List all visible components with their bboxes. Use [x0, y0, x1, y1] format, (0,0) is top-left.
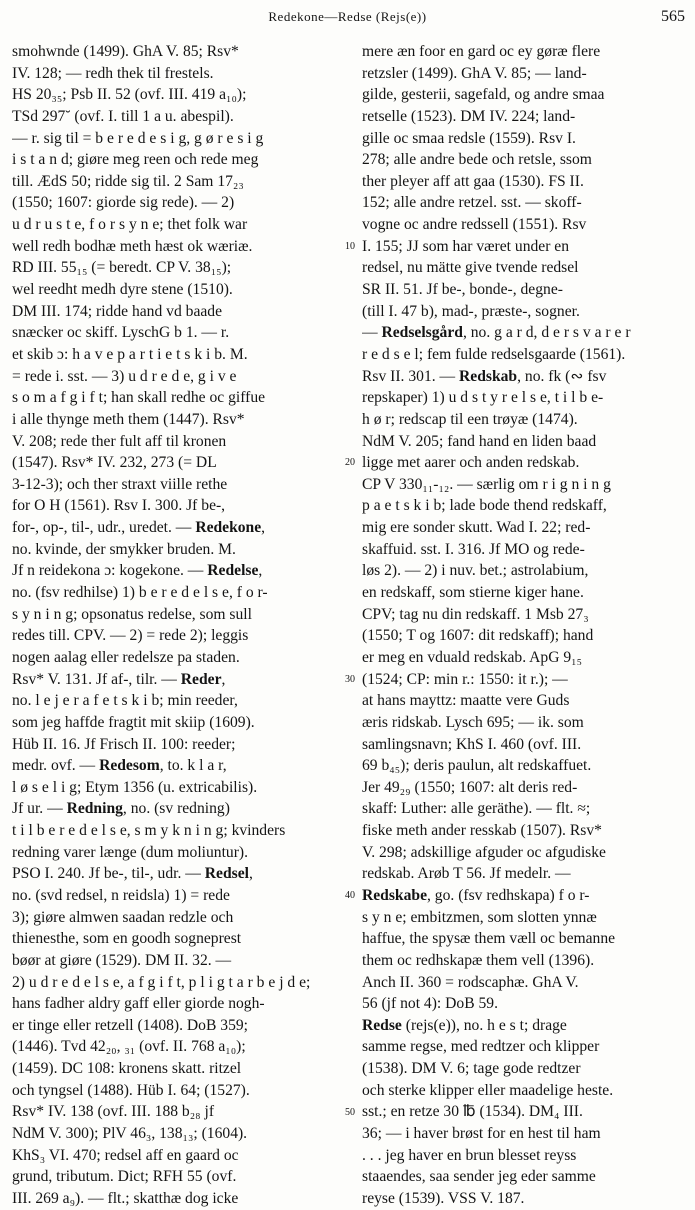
- text-line: samlingsnavn; KhS I. 460 (ovf. III.: [362, 735, 582, 753]
- running-title: Redekone—Redse (Rejs(e)): [268, 9, 427, 24]
- text-line: RD III. 55₁₅ (= beredt. CP V. 38₁₅);: [12, 259, 232, 277]
- text-line: no. (fsv redhilse) 1) b e r e d e l s e, f o r-: [12, 584, 268, 602]
- headword: Redelse: [207, 562, 259, 580]
- text-line: skaffuid. sst. I. 316. Jf MO og rede-: [362, 540, 585, 558]
- page-number: 565: [661, 8, 685, 25]
- text-line: . . . jeg haver en brun blesset reyss: [362, 1146, 577, 1164]
- text-line: løs 2). — 2) i nuv. bet.; astrolabium,: [362, 562, 589, 580]
- text-line: TSd 297˘ (ovf. I. till 1 a u. abespil).: [12, 107, 234, 125]
- text-line: them oc redhskapæ them vell (1396).: [362, 951, 595, 969]
- text-line: (1446). Tvd 42₂₀, ₃₁ (ovf. II. 768 a₁₀);: [12, 1038, 246, 1056]
- text-line: samme regse, med redtzer och klipper: [362, 1038, 600, 1056]
- text-line: repskaper) 1) u d s t y r e l s e, t i l b e-: [362, 389, 604, 407]
- text-line: Hüb II. 16. Jf Frisch II. 100: reeder;: [12, 735, 236, 753]
- text-line: bøør at giøre (1529). DM II. 32. —: [12, 951, 232, 969]
- right-column: [362, 41, 684, 1210]
- text-line: som jeg haffde fragtit mit skiip (1609).: [12, 713, 255, 731]
- text-line: DM III. 174; ridde hand vd baade: [12, 302, 223, 320]
- text-line: Redse (rejs(e)), no. h e s t; drage: [362, 1016, 567, 1034]
- text-line: 2) u d r e d e l s e, a f g i f t, p l i g t a r b e j d e;: [12, 973, 311, 991]
- text-line: well redh bodhæ meth hæst ok wæriæ.: [12, 237, 253, 255]
- text-line: Jf ur. — Redning, no. (sv redning): [12, 800, 230, 818]
- text-line: redsel, nu mätte give tvende redsel: [362, 259, 579, 277]
- text-line: NdM V. 300); PlV 46₃, 138₁₃; (1604).: [12, 1125, 248, 1143]
- text-line: HS 20₃₅; Psb II. 52 (ovf. III. 419 a₁₀);: [12, 86, 247, 104]
- text-line: no. l e j e r a f e t s k i b; min reeder,: [12, 692, 238, 710]
- text-line: 3-12-3); och ther straxt viille rethe: [12, 475, 228, 493]
- text-line: (1459). DC 108: kronens skatt. ritzel: [12, 1060, 242, 1078]
- text-line: haffue, the spysæ them væll oc bemanne: [362, 930, 616, 948]
- text-line: snæcker oc skiff. LyschG b 1. — r.: [12, 324, 230, 342]
- text-line: i alle thynge meth them (1447). Rsv*: [12, 410, 245, 428]
- text-line: 69 b₄₅); deris paulun, alt redskaffuet.: [362, 757, 592, 775]
- text-line: p a e t s k i b; lade bode thend redskaff,: [362, 497, 607, 515]
- headword: Redskab: [459, 367, 518, 385]
- headword: Redselsgård: [381, 324, 463, 342]
- text-line: Rsv* IV. 138 (ovf. III. 188 b₂₈ jf: [12, 1103, 215, 1121]
- text-line: Rsv* V. 131. Jf af-, tilr. — Reder,: [12, 670, 226, 688]
- text-line: = rede i. sst. — 3) u d r e d e, g i v e: [12, 367, 237, 385]
- text-line: NdM V. 205; fand hand en liden baad: [362, 432, 597, 450]
- text-line: IV. 128; — redh thek til frestels.: [12, 64, 214, 82]
- text-line: redskab. Arøb T 56. Jf medelr. —: [362, 865, 571, 883]
- text-line: skaff: Luther: alle geräthe). — flt. ≈;: [362, 800, 591, 818]
- text-line: (1524; CP: min r.: 1550: it r.); —: [362, 670, 568, 688]
- text-line: t i l b e r e d e l s e, s m y k n i n g; kvinders: [12, 822, 286, 840]
- text-line: r e d s e l; fem fulde redselsgaarde (1561).: [362, 345, 626, 363]
- margin-line-number: 40: [339, 890, 361, 902]
- text-line: retselle (1523). DM IV. 224; land-: [362, 107, 576, 125]
- text-line: 152; alle andre retzel. sst. — skoff-: [362, 194, 582, 212]
- text-line: u d r u s t e, f o r s y n e; thet folk war: [12, 216, 248, 234]
- text-line: I. 155; JJ som har været under en: [362, 237, 570, 255]
- headword: Redse: [362, 1016, 402, 1034]
- headword: Redesom: [99, 757, 160, 775]
- headword: Redsel: [204, 865, 249, 883]
- text-line: s y n i n g; opsonatus redelse, som sull: [12, 605, 252, 623]
- text-line: for-, op-, til-, udr., uredet. — Redekone,: [12, 519, 266, 537]
- text-line: (1538). DM V. 6; tage gode redtzer: [362, 1060, 581, 1078]
- text-line: Anch II. 360 = rodscaphæ. GhA V.: [362, 973, 579, 991]
- text-line: æris ridskab. Lysch 695; — ik. som: [362, 713, 584, 731]
- text-line: er tinge eller retzell (1408). DoB 359;: [12, 1016, 248, 1034]
- text-line: (1550; 1607: giorde sig rede). — 2): [12, 194, 235, 212]
- text-line: — Redselsgård, no. g a r d, d e r s v a r e r: [362, 324, 631, 342]
- text-line: Jf n reidekona ɔ: kogekone. — Redelse,: [12, 562, 263, 580]
- text-line: KhS₃ VI. 470; redsel aff en gaard oc: [12, 1146, 239, 1164]
- text-line: till. ÆdS 50; ridde sig til. 2 Sam 17₂₃: [12, 172, 244, 190]
- text-line: vogne oc andre redssell (1551). Rsv: [362, 216, 587, 234]
- text-line: medr. ovf. — Redesom, to. k l a r,: [12, 757, 227, 775]
- text-line: ther pleyer aff att gaa (1530). FS II.: [362, 172, 584, 190]
- text-line: reyse (1539). VSS V. 187.: [362, 1189, 525, 1207]
- margin-line-number: 20: [339, 457, 361, 469]
- text-line: 36; — i haver brøst for en hest til ham: [362, 1125, 601, 1143]
- text-line: ligge met aarer och anden redskab.: [362, 454, 580, 472]
- text-line: s y n e; embitzmen, som slotten ynnæ: [362, 908, 597, 926]
- text-line: (1550; T og 1607: dit redskaff); hand: [362, 627, 594, 645]
- text-line: Jer 49₂₉ (1550; 1607: alt deris red-: [362, 778, 578, 796]
- headword: Redskabe: [362, 886, 427, 904]
- text-line: PSO I. 240. Jf be-, til-, udr. — Redsel,: [12, 865, 253, 883]
- text-line: CPV; tag nu din redskaff. 1 Msb 27₃: [362, 605, 589, 623]
- text-line: retzsler (1499). GhA V. 85; — land-: [362, 64, 587, 82]
- text-line: (till I. 47 b), mad-, præste-, sogner.: [362, 302, 580, 320]
- text-line: s o m a f g i f t; han skall redhe oc giffue: [12, 389, 266, 407]
- text-line: Rsv II. 301. — Redskab, no. fk (∾ fsv: [362, 367, 607, 385]
- margin-line-number: 10: [339, 241, 361, 253]
- text-line: mig ere sonder skutt. Wad I. 22; red-: [362, 519, 591, 537]
- left-column: [12, 41, 341, 1210]
- text-line: no. (svd redsel, n reidsla) 1) = rede: [12, 886, 230, 904]
- text-line: en redskaff, som stierne kiger hane.: [362, 584, 584, 602]
- text-line: et skib ɔ: h a v e p a r t i e t s k i b. M.: [12, 345, 248, 363]
- text-line: fiske meth ander resskab (1507). Rsv*: [362, 822, 602, 840]
- text-line: at hans mayttz: maatte vere Guds: [362, 692, 570, 710]
- text-line: SR II. 51. Jf be-, bonde-, degne-: [362, 281, 563, 299]
- text-line: sst.; en retze 30 ℔ (1534). DM₄ III.: [362, 1103, 583, 1121]
- text-line: redes till. CPV. — 2) = rede 2); leggis: [12, 627, 249, 645]
- text-line: 278; alle andre bede och retsle, ssom: [362, 151, 592, 169]
- margin-line-number: 30: [339, 674, 361, 686]
- headword: Reder: [180, 670, 222, 688]
- text-line: l ø s e l i g; Etym 1356 (u. extricabilis).: [12, 778, 258, 796]
- text-line: no. kvinde, der smykker bruden. M.: [12, 540, 236, 558]
- text-line: er meg en vduald redskab. ApG 9₁₅: [362, 648, 583, 666]
- text-line: nogen aalag eller redelsze pa staden.: [12, 648, 240, 666]
- text-line: 56 (jf not 4): DoB 59.: [362, 995, 499, 1013]
- text-line: staaendes, saa sender jeg eder samme: [362, 1168, 596, 1186]
- text-line: thienesthe, som en goodh sogneprest: [12, 930, 242, 948]
- text-line: (1547). Rsv* IV. 232, 273 (= DL: [12, 454, 217, 472]
- text-line: — r. sig til = b e r e d e s i g, g ø r e s i g: [12, 129, 264, 147]
- headword: Redning: [66, 800, 123, 818]
- text-line: i s t a n d; giøre meg reen och rede meg: [12, 151, 259, 169]
- text-line: grund, tributum. Dict; RFH 55 (ovf.: [12, 1168, 237, 1186]
- text-line: smohwnde (1499). GhA V. 85; Rsv*: [12, 43, 239, 60]
- text-line: hans fadher aldry gaff eller giorde nogh-: [12, 995, 265, 1013]
- text-line: Redskabe, go. (fsv redhskapa) f o r-: [362, 886, 590, 904]
- text-line: och tyngsel (1488). Hüb I. 64; (1527).: [12, 1081, 250, 1099]
- page-header: [0, 2, 695, 36]
- text-line: CP V 330₁₁-₁₂. — særlig om r i g n i n g: [362, 475, 611, 493]
- text-line: 3); giøre almwen saadan redzle och: [12, 908, 234, 926]
- text-line: mere æn foor en gard oc ey gøræ flere: [362, 43, 601, 60]
- text-line: III. 269 a₉). — flt.; skatthæ dog icke: [12, 1189, 239, 1207]
- text-line: h ø r; redscap til een trøyæ (1474).: [362, 410, 578, 428]
- text-line: V. 208; rede ther fult aff til kronen: [12, 432, 227, 450]
- text-line: och sterke klipper eller maadelige heste.: [362, 1081, 614, 1099]
- text-line: wel reedht medh dyre stene (1510).: [12, 281, 233, 299]
- text-line: redning varer længe (dum moliuntur).: [12, 843, 249, 861]
- text-line: V. 298; adskillige afguder oc afgudiske: [362, 843, 606, 861]
- text-line: for O H (1561). Rsv I. 300. Jf be-,: [12, 497, 226, 515]
- text-line: gille oc smaa redsle (1559). Rsv I.: [362, 129, 576, 147]
- text-line: gilde, gesterii, sagefald, og andre smaa: [362, 86, 605, 104]
- headword: Redekone: [195, 519, 262, 537]
- margin-line-number: 50: [339, 1107, 361, 1119]
